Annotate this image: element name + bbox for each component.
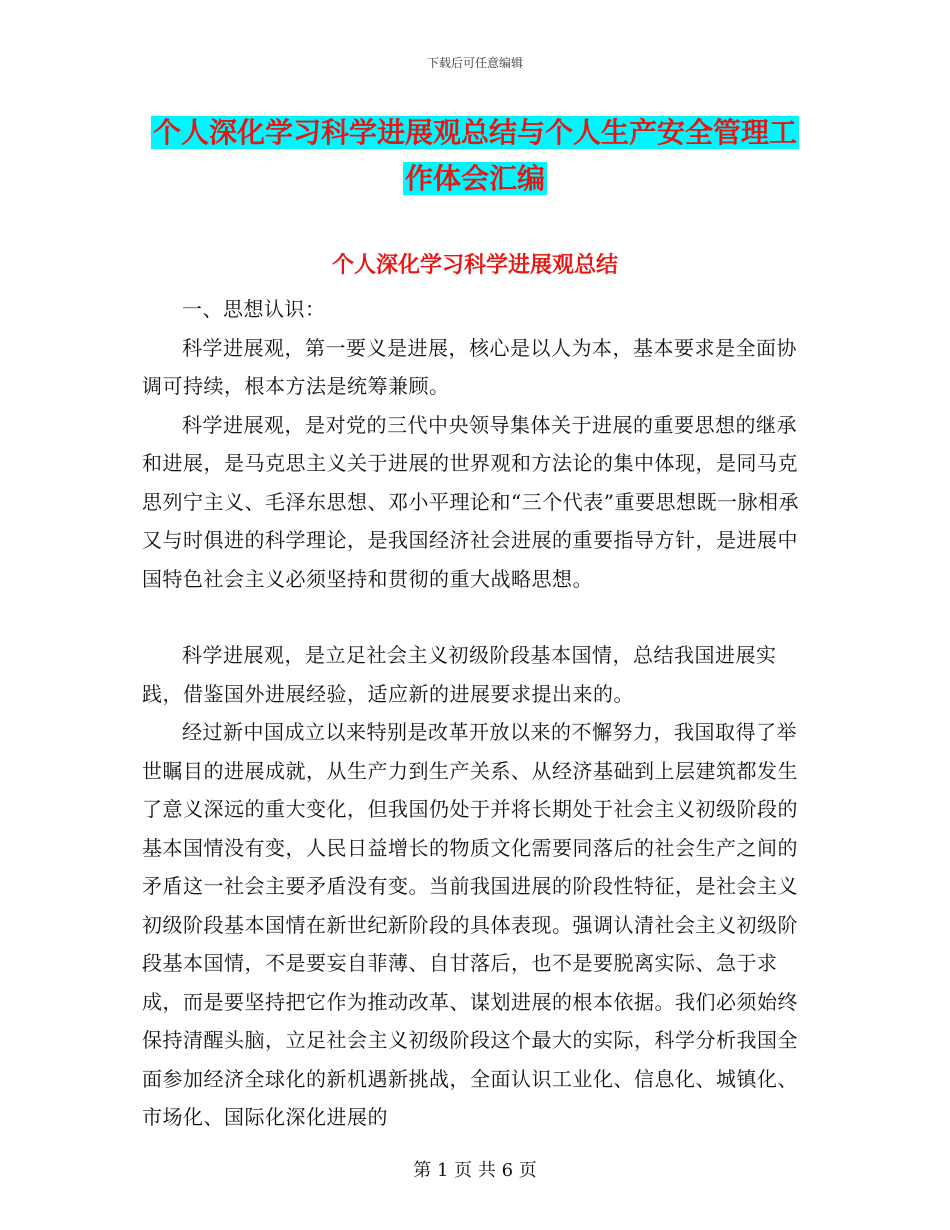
document-title bbox=[140, 110, 810, 202]
header-note: 下载后可任意编辑 bbox=[426, 56, 523, 70]
section-title: 个人深化学习科学进展观总结 bbox=[331, 253, 618, 278]
title-line-1: 个人深化学习科学进展观总结与个人生产安全管理工 bbox=[152, 116, 797, 149]
paragraph-heading: 一、思想认识： bbox=[182, 297, 326, 321]
title-line-2: 作体会汇编 bbox=[404, 162, 545, 195]
document-body bbox=[142, 290, 810, 1137]
paragraph: 科学进展观，是立足社会主义初级阶段基本国情，总结我国进展实践，借鉴国外进展经验，适应新的进展要求提出来的。 bbox=[142, 643, 777, 706]
paragraph: 科学进展观，第一要义是进展，核心是以人为本，基本要求是全面协调可持续，根本方法是统筹兼顾。 bbox=[142, 335, 797, 398]
paragraph: 科学进展观，是对党的三代中央领导集体关于进展的重要思想的继承和进展，是马克思主义关于进展的世界观和方法论的集中体现，是同马克思列宁主义、毛泽东思想、邓小平理论和“三个代表”重要思想既一脉相承又与时俱进的科学理论，是我国经济社会进展的重要指导方针，是进展中国特色社会主义必须坚持和贯彻的重大战略思想。 bbox=[142, 412, 799, 591]
paragraph: 经过新中国成立以来特别是改革开放以来的不懈努力，我国取得了举世瞩目的进展成就，从生产力到生产关系、从经济基础到上层建筑都发生了意义深远的重大变化，但我国仍处于并将长期处于社会主义初级阶段的基本国情没有变，人民日益增长的物质文化需要同落后的社会生产之间的矛盾这一社会主要矛盾没有变。当前我国进展的阶段性特征，是社会主义初级阶段基本国情在新世纪新阶段的具体表现。强调认清社会主义初级阶段基本国情，不是要妄自菲薄、自甘落后，也不是要脱离实际、急于求成，而是要坚持把它作为推动改革、谋划进展的根本依据。我们必须始终保持清醒头脑，立足社会主义初级阶段这个最大的实际，科学分析我国全面参加经济全球化的新机遇新挑战，全面认识工业化、信息化、城镇化、市场化、国际化深化进展的 bbox=[142, 720, 798, 1129]
page-footer: 第 1 页 共 6 页 bbox=[413, 1160, 537, 1181]
